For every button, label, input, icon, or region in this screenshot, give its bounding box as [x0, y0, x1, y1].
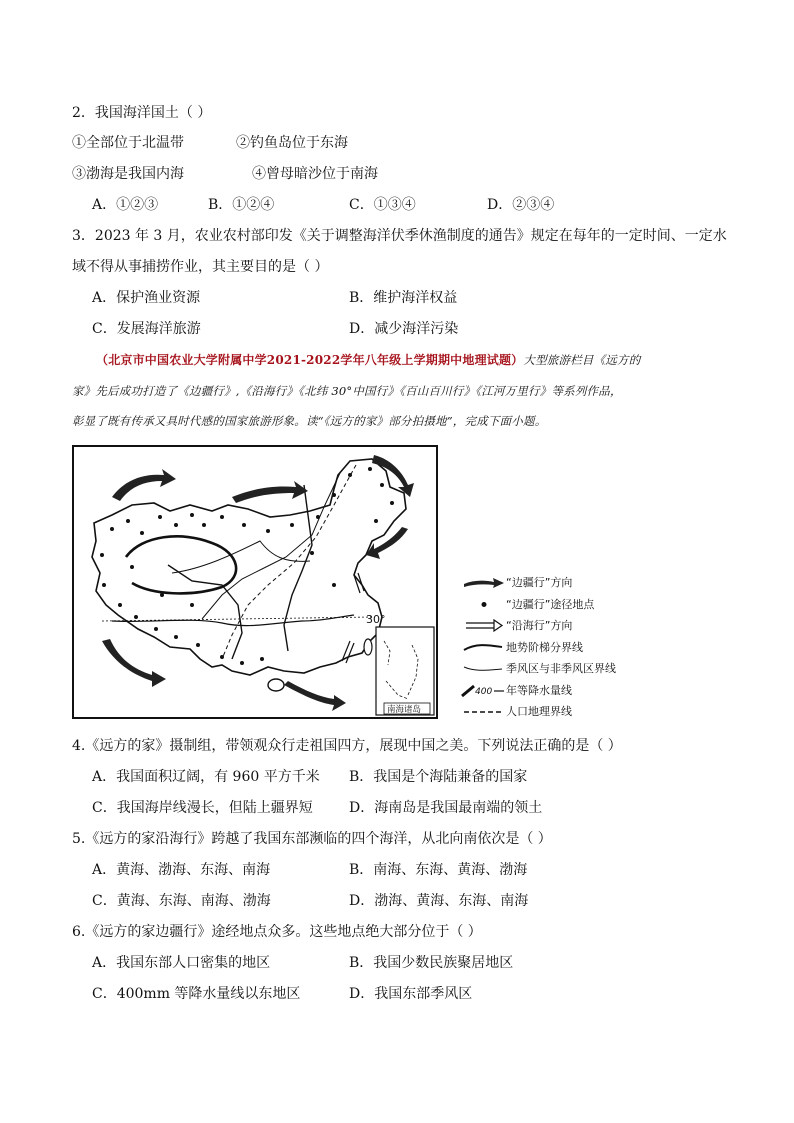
q4-option-d: D．海南岛是我国最南端的领土 — [349, 800, 543, 816]
material-line1 — [96, 350, 640, 370]
q5-option-b: B．南海、东海、黄海、渤海 — [349, 862, 528, 878]
legend-frontier-direction — [460, 572, 660, 594]
q4-option-c: C．我国海岸线漫长，但陆上疆界短 — [92, 800, 313, 816]
q6-option-d: D．我国东部季风区 — [349, 986, 473, 1002]
legend-label: 地势阶梯分界线 — [506, 640, 583, 654]
q5-option-d: D．渤海、黄海、东海、南海 — [349, 893, 529, 909]
label-30-degree: 30° — [366, 613, 386, 626]
q4-option-b: B．我国是个海陆兼备的国家 — [349, 769, 528, 785]
q5-option-a: A．黄海、渤海、东海、南海 — [92, 862, 271, 878]
hainan-island — [268, 679, 284, 691]
material-line1-rest: 大型旅游栏目《远方的 — [523, 353, 641, 367]
q6-option-c: C．400mm 等降水量线以东地区 — [92, 986, 301, 1002]
legend-coastal-direction — [460, 615, 660, 637]
q2-option-b: B．①②④ — [208, 197, 275, 213]
q5-stem: 5.《远方的家沿海行》跨越了我国东部濒临的四个海洋，从北向南依次是（ ） — [72, 831, 552, 847]
legend-label: 人口地理界线 — [506, 705, 572, 718]
material-line3: 彰显了既有传承又具时代感的国家旅游形象。读“《远方的家》部分拍摄地”，完成下面小题。 — [72, 414, 547, 428]
q6-option-a: A．我国东部人口密集的地区 — [92, 955, 271, 971]
legend-label: 季风区与非季风区界线 — [506, 662, 616, 675]
isohyet-label: 400 — [475, 686, 493, 697]
legend-label: 年等降水量线 — [506, 683, 572, 697]
inset-label: 南海诸岛 — [387, 705, 422, 715]
q4-stem: 4.《远方的家》摄制组，带领观众行走祖国四方，展现中国之美。下列说法正确的是（ ） — [72, 738, 622, 754]
q2-statement-2: ②钓鱼岛位于东海 — [236, 135, 348, 151]
thin-line-icon — [460, 658, 506, 680]
q2-option-c: C．①③④ — [349, 197, 416, 213]
legend-monsoon-boundary — [460, 658, 660, 680]
legend-frontier-stops — [460, 594, 660, 616]
dashed-line-icon — [460, 701, 506, 723]
q3-option-d: D．减少海洋污染 — [349, 321, 459, 337]
thick-arrow-icon — [460, 572, 506, 594]
q3-option-a: A．保护渔业资源 — [92, 290, 201, 306]
material-source: （北京市中国农业大学附属中学2021-2022学年八年级上学期期中地理试题） — [96, 353, 524, 367]
q3-stem-line1: 3．2023 年 3 月，农业农村部印发《关于调整海洋伏季休渔制度的通告》规定在每年的一定时间、一定水 — [72, 228, 727, 244]
isohyet-line-icon — [460, 680, 506, 702]
double-arrow-icon — [460, 615, 506, 637]
legend-label: “边疆行”途径地点 — [506, 597, 595, 611]
q2-option-a: A．①②③ — [92, 197, 159, 213]
legend-terrain-steps — [460, 637, 660, 659]
q6-stem: 6.《远方的家边疆行》途经地点众多。这些地点绝大部分位于（ ） — [72, 924, 482, 940]
q2-statement-1: ①全部位于北温带 — [72, 135, 184, 151]
q6-option-b: B．我国少数民族聚居地区 — [349, 955, 514, 971]
q5-option-c: C．黄海、东海、南海、渤海 — [92, 893, 271, 909]
q3-stem-line2: 域不得从事捕捞作业，其主要目的是（ ） — [72, 259, 329, 275]
legend-population-line — [460, 701, 660, 723]
q2-stem: 2．我国海洋国土（ ） — [72, 105, 212, 121]
map-legend — [460, 572, 660, 723]
legend-label: “边疆行”方向 — [506, 576, 573, 589]
q2-statement-3: ③渤海是我国内海 — [72, 166, 184, 182]
taiwan-island — [364, 639, 372, 655]
q3-option-c: C．发展海洋旅游 — [92, 321, 201, 337]
legend-isohyet — [460, 680, 660, 702]
dot-icon — [460, 594, 506, 616]
q4-option-a: A．我国面积辽阔，有 960 平方千米 — [92, 769, 320, 785]
q2-statement-4: ④曾母暗沙位于南海 — [252, 166, 378, 182]
material-line2: 家》先后成功打造了《边疆行》,《沿海行》《北纬 30°中国行》《百山百川行》《江河万里行》等系列作品， — [72, 384, 622, 398]
solid-line-icon — [460, 637, 506, 659]
legend-label: “沿海行”方向 — [506, 619, 573, 632]
south-china-sea-inset — [376, 627, 434, 715]
q3-option-b: B．维护海洋权益 — [349, 290, 458, 306]
china-map-figure — [72, 445, 438, 719]
q2-option-d: D．②③④ — [487, 197, 555, 213]
